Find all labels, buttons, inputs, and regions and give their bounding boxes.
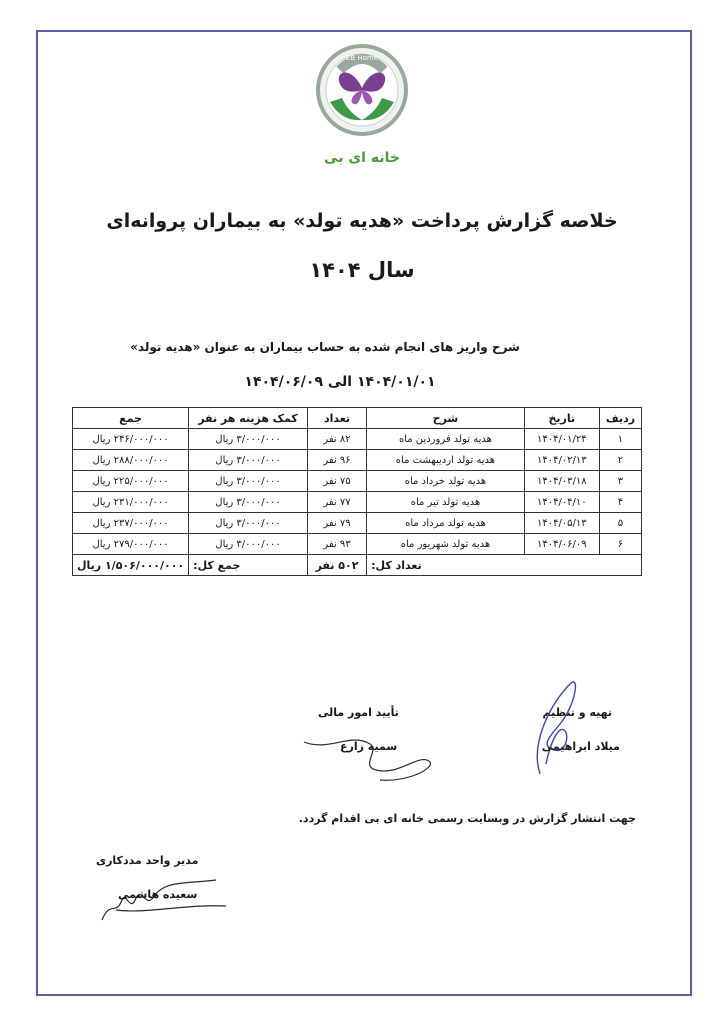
cell-date: ۱۴۰۴/۰۴/۱۰ xyxy=(524,492,599,513)
cell-description: هدیه تولد فروردین ماه xyxy=(367,429,525,450)
payments-table xyxy=(72,407,642,576)
cell-sum: ۲۲۵/۰۰۰/۰۰۰ ریال xyxy=(73,471,189,492)
cell-description: هدیه تولد اردیبهشت ماه xyxy=(367,450,525,471)
cell-count: ۹۶ نفر xyxy=(307,450,366,471)
table-row xyxy=(73,450,642,471)
finance-approval-signature xyxy=(300,722,440,792)
date-range: ۱۴۰۴/۰۱/۰۱ الی ۱۴۰۴/۰۶/۰۹ xyxy=(244,374,436,390)
prepared-by-name: میلاد ابراهیمی xyxy=(541,740,620,753)
cell-per-person: ۳/۰۰۰/۰۰۰ ریال xyxy=(189,450,308,471)
cell-row-number: ۱ xyxy=(599,429,641,450)
table-row xyxy=(73,534,642,555)
cell-date: ۱۴۰۴/۰۱/۲۴ xyxy=(524,429,599,450)
manager-label: مدیر واحد مددکاری xyxy=(96,854,199,867)
cell-sum: ۲۳۷/۰۰۰/۰۰۰ ریال xyxy=(73,513,189,534)
report-year: سال ۱۴۰۴ xyxy=(309,258,415,282)
prepared-by-signature xyxy=(510,674,590,784)
table-row xyxy=(73,492,642,513)
cell-per-person: ۳/۰۰۰/۰۰۰ ریال xyxy=(189,492,308,513)
cell-count: ۷۹ نفر xyxy=(307,513,366,534)
cell-count: ۷۷ نفر xyxy=(307,492,366,513)
cell-date: ۱۴۰۴/۰۶/۰۹ xyxy=(524,534,599,555)
cell-description: هدیه تولد تیر ماه xyxy=(367,492,525,513)
finance-approval-label: تأیید امور مالی xyxy=(318,706,399,719)
cell-per-person: ۳/۰۰۰/۰۰۰ ریال xyxy=(189,429,308,450)
header-row-number: ردیف xyxy=(599,408,641,429)
logo-brand-text: خانه ای بی xyxy=(324,150,400,166)
cell-per-person: ۳/۰۰۰/۰۰۰ ریال xyxy=(189,534,308,555)
total-count-value: ۵۰۲ نفر xyxy=(307,555,366,576)
report-title: خلاصه گزارش پرداخت «هدیه تولد» به بیماران پروانه‌ای xyxy=(106,210,618,232)
table-row xyxy=(73,471,642,492)
logo-top-text: EB Home xyxy=(345,54,379,62)
total-sum-value: ۱/۵۰۶/۰۰۰/۰۰۰ ریال xyxy=(73,555,189,576)
prepared-by-label: تهیه و تنظیم xyxy=(542,706,612,719)
cell-sum: ۲۴۶/۰۰۰/۰۰۰ ریال xyxy=(73,429,189,450)
publication-note: جهت انتشار گزارش در وبسایت رسمی خانه ای بی اقدام گردد. xyxy=(298,812,636,825)
cell-count: ۸۲ نفر xyxy=(307,429,366,450)
cell-sum: ۲۸۸/۰۰۰/۰۰۰ ریال xyxy=(73,450,189,471)
eb-home-logo xyxy=(312,40,412,170)
total-count-label: تعداد کل: xyxy=(367,555,642,576)
cell-row-number: ۵ xyxy=(599,513,641,534)
cell-row-number: ۶ xyxy=(599,534,641,555)
total-sum-label: جمع کل: xyxy=(189,555,308,576)
cell-row-number: ۲ xyxy=(599,450,641,471)
header-date: تاریخ xyxy=(524,408,599,429)
finance-approval-name: سمیه زارع xyxy=(340,740,398,753)
cell-description: هدیه تولد شهریور ماه xyxy=(367,534,525,555)
table-header-row xyxy=(73,408,642,429)
table-row xyxy=(73,513,642,534)
cell-per-person: ۳/۰۰۰/۰۰۰ ریال xyxy=(189,471,308,492)
cell-sum: ۲۷۹/۰۰۰/۰۰۰ ریال xyxy=(73,534,189,555)
cell-description: هدیه تولد مرداد ماه xyxy=(367,513,525,534)
manager-name: سعیده هاشمی xyxy=(118,888,198,901)
header-sum: جمع xyxy=(73,408,189,429)
table-row xyxy=(73,429,642,450)
header-description: شرح xyxy=(367,408,525,429)
cell-date: ۱۴۰۴/۰۳/۱۸ xyxy=(524,471,599,492)
header-per-person: کمک هزینه هر نفر xyxy=(189,408,308,429)
cell-description: هدیه تولد خرداد ماه xyxy=(367,471,525,492)
cell-count: ۷۵ نفر xyxy=(307,471,366,492)
cell-per-person: ۳/۰۰۰/۰۰۰ ریال xyxy=(189,513,308,534)
cell-date: ۱۴۰۴/۰۵/۱۳ xyxy=(524,513,599,534)
total-row xyxy=(73,555,642,576)
cell-date: ۱۴۰۴/۰۲/۱۳ xyxy=(524,450,599,471)
cell-row-number: ۳ xyxy=(599,471,641,492)
cell-sum: ۲۳۱/۰۰۰/۰۰۰ ریال xyxy=(73,492,189,513)
cell-row-number: ۴ xyxy=(599,492,641,513)
cell-count: ۹۳ نفر xyxy=(307,534,366,555)
report-subtitle: شرح واریز های انجام شده به حساب بیماران به عنوان «هدیه تولد» xyxy=(130,340,520,354)
header-count: تعداد xyxy=(307,408,366,429)
